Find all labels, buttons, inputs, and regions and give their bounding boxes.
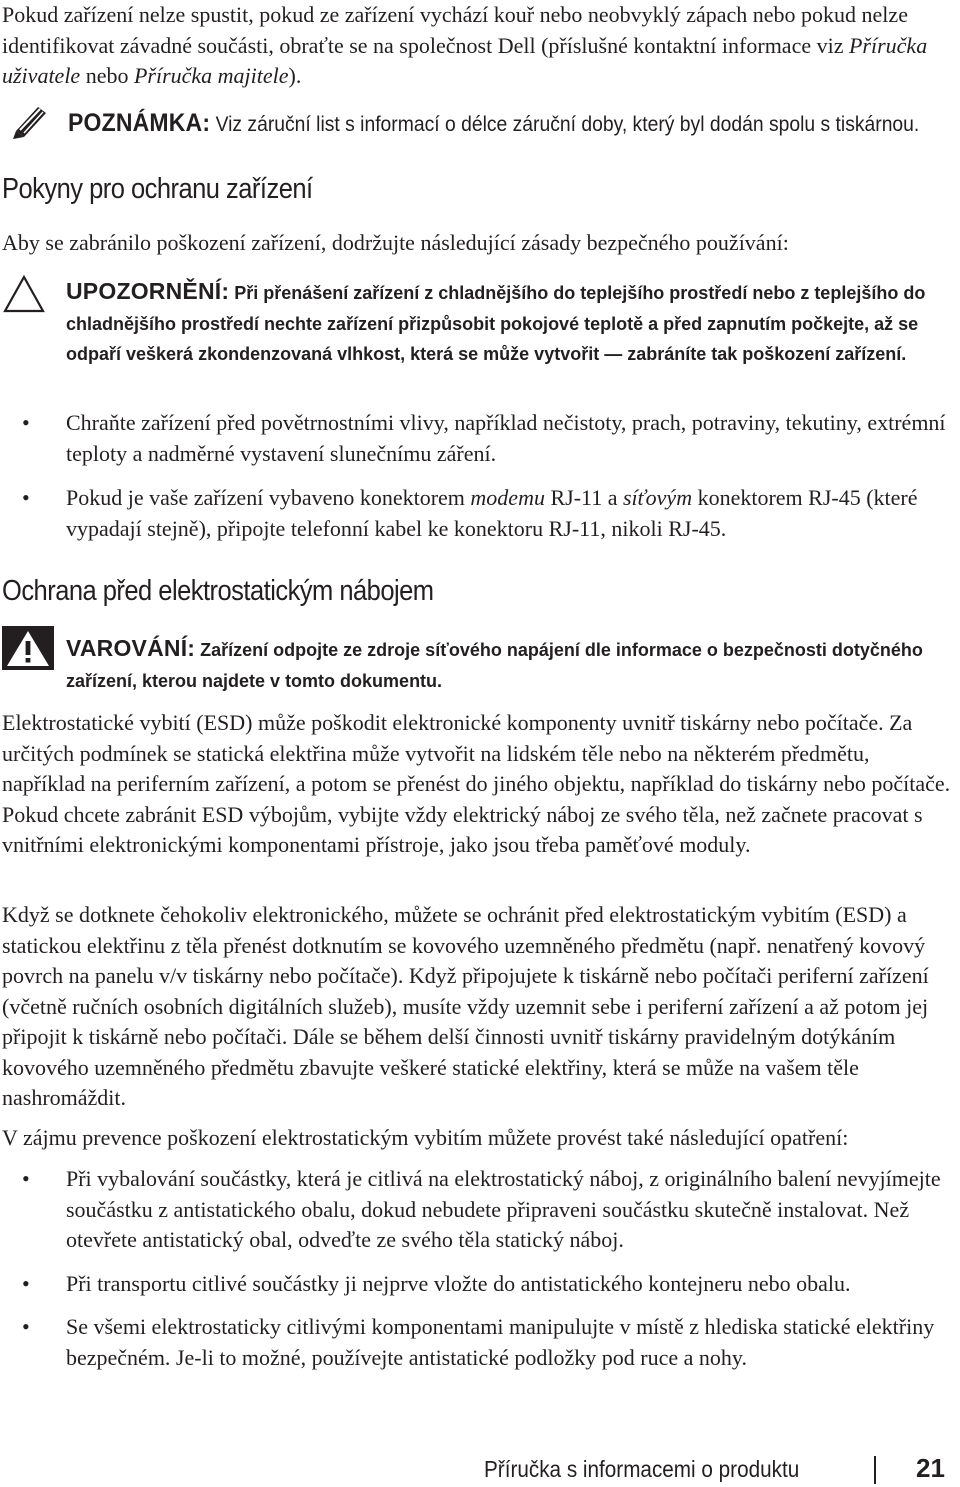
intro-emphasis-owner-guide: Příručka majitele: [133, 63, 289, 88]
esd-paragraph-2: Když se dotknete čehokoliv elektronického, můžete se ochránit před elektrostatickým vybitím (ESD) a statickou elektřinu z těla přenést dotknutím se kovového uzemněného předmětu (např. nenatřený kovový povrch na panelu v/v tiskárny nebo počítače). Když připojujete k tiskárně nebo počítači periferní zařízení (včetně ručních osobních digitálních služeb), musíte vždy uzemnit sebe i periferní zařízení a až potom jej připojit k tiskárně nebo počítači. Dále se během delší činnosti uvnitř tiskárny pravidelným dotýkáním kovového uzemněného předmětu zbavujte veškeré statické elektřiny, která se může na vašem těle nashromáždit.: [2, 902, 929, 1110]
warning-text: [66, 633, 956, 696]
caution-body: Při přenášení zařízení z chladnějšího do teplejšího prostředí nebo z teplejšího do chladnějšího prostředí nechte zařízení přizpůsobit pokojové teplotě a před zapnutím počkejte, až se odpaří veškerá zkondenzovaná vlhkost, která se může vytvořit — zabráníte tak poškození zařízení.: [66, 283, 926, 364]
list-item: • Se všemi elektrostaticky citlivými komponentami manipulujte v místě z hlediska statické elektřiny bezpečném. Je-li to možné, používejte antistatické podložky pod ruce a nohy.: [0, 1312, 958, 1373]
caution-label: UPOZORNĚNÍ:: [66, 278, 230, 304]
intro-emphasis-user-guide: Příručka uživatele: [2, 32, 928, 88]
section-heading-esd-protection: Ochrana před elektrostatickým nábojem: [2, 575, 434, 607]
page-number: 21: [916, 1453, 945, 1483]
section-heading-device-protection: Pokyny pro ochranu zařízení: [2, 173, 313, 205]
intro-text: nebo: [80, 63, 134, 88]
intro-paragraph: [2, 0, 958, 92]
esd-paragraph-3: V zájmu prevence poškození elektrostatickým vybitím můžete provést také následující opatření:: [2, 1125, 849, 1150]
list-item-text: Pokud je vaše zařízení vybaveno konektorem: [66, 485, 471, 510]
intro-text: Pokud zařízení nelze spustit, pokud ze zařízení vychází kouř nebo neobvyklý zápach nebo pokud nelze identifikovat závadné součásti, obraťte se na společnost Dell (příslušné kontaktní informace viz: [2, 2, 908, 58]
footer-separator: [874, 1456, 876, 1484]
warning-label: VAROVÁNÍ:: [66, 635, 196, 661]
note-body: Viz záruční list s informací o délce záruční doby, který byl dodán spolu s tiskárnou.: [210, 113, 920, 136]
section1-bullet-list: [0, 408, 958, 544]
list-item: • Chraňte zařízení před povětrnostními vlivy, například nečistoty, prach, potraviny, tekutiny, extrémní teploty a nadměrné vystavení slunečnímu záření.: [0, 408, 958, 469]
list-item-emphasis-network: síťovým: [622, 485, 693, 510]
note-label: POZNÁMKA:: [68, 109, 211, 137]
list-item: • Při transportu citlivé součástky ji nejprve vložte do antistatického kontejneru nebo obalu.: [0, 1269, 958, 1300]
list-item: • Při vybalování součástky, která je citlivá na elektrostatický náboj, z originálního balení nevyjímejte součástku z antistatického obalu, dokud nebudete připraveni součástku skutečně instalovat. Než otevřete antistatický obal, odveďte ze svého těla statický náboj.: [0, 1164, 958, 1256]
warning-callout: [2, 625, 923, 700]
esd-paragraph-1: Elektrostatické vybití (ESD) může poškodit elektronické komponenty uvnitř tiskárny nebo počítače. Za určitých podmínek se statická elektřina může vytvořit na lidském těle nebo na některém předmětu, například na periferním zařízení, a potom se přenést do jiného objektu, například do tiskárny nebo počítače. Pokud chcete zabránit ESD výbojům, vybijte vždy elektrický náboj ze svého těla, než začnete pracovat s vnitřními elektronickými komponentami přístroje, jako jsou třeba paměťové moduly.: [2, 710, 951, 857]
caution-text: [66, 276, 956, 370]
pencil-note-icon: [8, 103, 50, 139]
intro-text: ).: [288, 63, 302, 88]
section1-intro: Aby se zabránilo poškození zařízení, dodržujte následující zásady bezpečného používání:: [2, 230, 789, 255]
caution-triangle-icon: [2, 274, 46, 314]
list-item-text: konektorem RJ-45 (které vypadají stejně), připojte telefonní kabel ke konektoru RJ-11, nikoli RJ-45.: [66, 485, 918, 541]
esd-bullet-list: [0, 1164, 958, 1373]
caution-callout: [2, 270, 926, 400]
note-text: [68, 109, 919, 138]
warning-triangle-icon: [2, 626, 54, 670]
warning-body: Zařízení odpojte ze zdroje síťového napájení dle informace o bezpečnosti dotyčného zařízení, kterou najdete v tomto dokumentu.: [66, 640, 923, 691]
list-item-text: RJ-11 a: [544, 485, 623, 510]
list-item: [0, 483, 958, 544]
footer-title: Příručka s informacemi o produktu: [484, 1456, 800, 1482]
list-item-emphasis-modem: modemu: [470, 485, 545, 510]
note-callout: [8, 103, 958, 143]
